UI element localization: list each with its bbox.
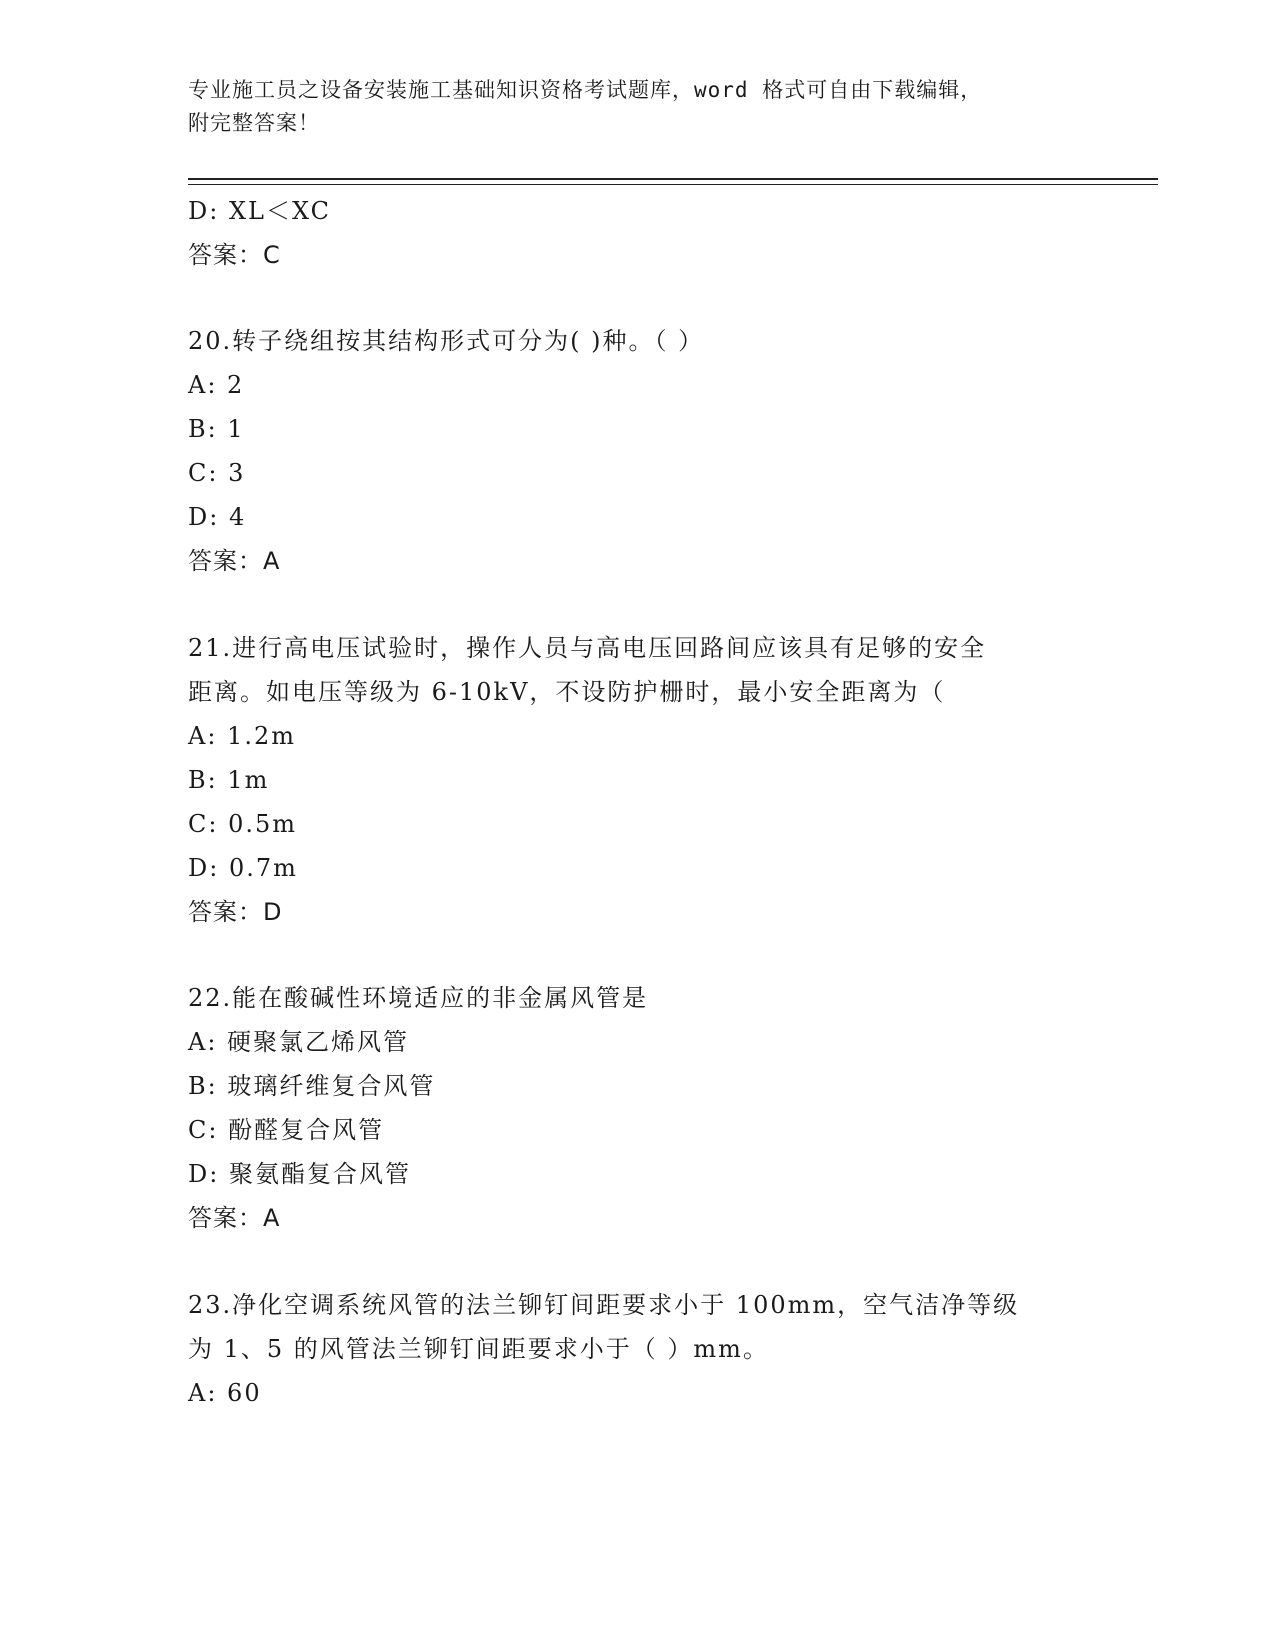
question-22-option-a: A: 硬聚氯乙烯风管 (188, 1028, 410, 1056)
question-22-option-b: B: 玻璃纤维复合风管 (188, 1072, 436, 1100)
question-23-stem-line-2: 为 1、5 的风管法兰铆钉间距要求小于（ ）mm。 (188, 1335, 769, 1363)
question-23-option-a: A: 60 (188, 1379, 262, 1407)
question-22-option-d: D: 聚氨酯复合风管 (188, 1160, 411, 1188)
question-22-stem: 22.能在酸碱性环境适应的非金属风管是 (188, 984, 649, 1012)
header-line-2: 附完整答案！ (188, 111, 320, 135)
question-21-option-c: C: 0.5m (188, 810, 298, 838)
question-20-answer: 答案：A (188, 547, 281, 575)
question-21-stem-line-1: 21.进行高电压试验时，操作人员与高电压回路间应该具有足够的安全 (188, 634, 987, 662)
question-21-option-a: A: 1.2m (188, 722, 296, 750)
question-20-option-b: B: 1 (188, 415, 245, 443)
question-22-option-c: C: 酚醛复合风管 (188, 1116, 385, 1144)
question-21-option-b: B: 1m (188, 766, 270, 794)
header-rule-thick (188, 178, 1158, 180)
answer-line: 答案：C (188, 241, 281, 269)
question-23-stem-line-1: 23.净化空调系统风管的法兰铆钉间距要求小于 100mm，空气洁净等级 (188, 1291, 1020, 1319)
question-20-option-a: A: 2 (188, 371, 245, 399)
question-21-answer: 答案：D (188, 898, 283, 926)
header-line-1: 专业施工员之设备安装施工基础知识资格考试题库，word 格式可自由下载编辑， (188, 78, 983, 102)
question-20-stem: 20.转子绕组按其结构形式可分为( )种。（ ） (188, 327, 705, 355)
document-header (188, 74, 1088, 140)
question-20-option-d: D: 4 (188, 503, 247, 531)
question-21-stem-line-2: 距离。如电压等级为 6-10kV，不设防护栅时，最小安全距离为（ (188, 678, 946, 706)
question-21-option-d: D: 0.7m (188, 854, 298, 882)
question-22-answer: 答案：A (188, 1204, 281, 1232)
question-20-option-c: C: 3 (188, 459, 246, 487)
header-rule-thin (188, 184, 1158, 185)
option-d: D: XL＜XC (188, 197, 332, 225)
